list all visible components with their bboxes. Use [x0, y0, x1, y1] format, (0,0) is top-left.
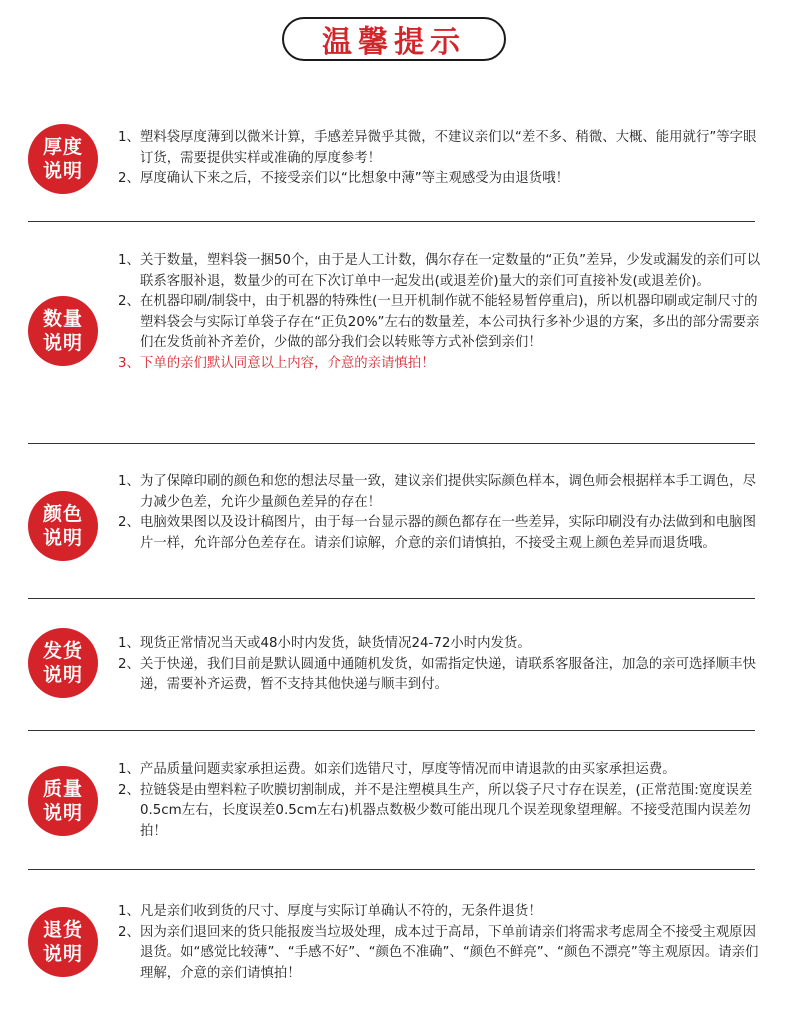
item-text: 凡是亲们收到货的尺寸、厚度与实际订单确认不符的，无条件退货！ [140, 904, 542, 919]
section-badge [28, 124, 98, 194]
section-items [118, 251, 763, 374]
list-item [118, 292, 763, 354]
badge-text: 数量 [42, 308, 83, 330]
badge-text: 说明 [42, 160, 83, 182]
badge-text: 颜色 [42, 503, 83, 525]
list-item [118, 760, 763, 781]
badge-text: 说明 [42, 332, 83, 354]
item-text: 厚度确认下来之后，不接受亲们以“比想象中薄”等主观感受为由退货哦！ [140, 171, 569, 186]
badge-text: 厚度 [42, 136, 83, 158]
item-number: 1、 [118, 130, 140, 145]
badge-text: 质量 [42, 778, 83, 800]
section-items [118, 760, 763, 842]
badge-text: 说明 [42, 527, 83, 549]
section-badge [28, 296, 98, 366]
title-banner [282, 17, 506, 61]
section-badge [28, 628, 98, 698]
item-number: 2、 [118, 515, 140, 530]
section-divider [28, 221, 755, 222]
section-divider [28, 443, 755, 444]
section-items [118, 902, 763, 984]
item-number: 2、 [118, 924, 140, 940]
list-item [118, 169, 763, 190]
list-item [118, 634, 763, 655]
section-divider [28, 598, 755, 599]
item-number: 1、 [118, 253, 140, 268]
list-item [118, 781, 763, 843]
section-divider [28, 730, 755, 731]
section-badge [28, 491, 98, 561]
item-number: 3、 [118, 355, 140, 371]
item-number: 1、 [118, 762, 140, 777]
list-item [118, 902, 763, 923]
section-badge [28, 766, 98, 836]
section-items [118, 634, 763, 696]
item-text: 电脑效果图以及设计稿图片，由于每一台显示器的颜色都存在一些差异，实际印刷没有办法做到和电脑图片一样，允许部分色差存在。请亲们谅解，介意的亲们请慎拍，不接受主观上颜色差异而退货哦。 [140, 515, 756, 551]
list-item [118, 128, 763, 169]
section-divider [28, 869, 755, 870]
section-items [118, 472, 763, 554]
list-item [118, 513, 763, 554]
page-title: 温馨提示 [322, 25, 466, 60]
item-text: 因为亲们退回来的货只能报废当垃圾处理，成本过于高昂，下单前请亲们将需求考虑周全不接受主观原因退货。如“感觉比较薄”、“手感不好”、“颜色不准确”、“颜色不鲜亮”、“颜色不漂亮”等主观原因。请亲们理解，介意的亲们请慎拍！ [140, 924, 759, 981]
list-item [118, 655, 763, 696]
item-text: 塑料袋厚度薄到以微米计算，手感差异微乎其微，不建议亲们以“差不多、稍微、大概、能用就行”等字眼订货，需要提供实样或准确的厚度参考！ [140, 130, 757, 166]
badge-text: 退货 [42, 919, 83, 941]
item-text: 在机器印刷/制袋中，由于机器的特殊性(一旦开机制作就不能轻易暂停重启)，所以机器印刷或定制尺寸的塑料袋会与实际订单袋子存在“正负20%”左右的数量差，本公司执行多补少退的方案，多出的部分需要亲们在发货前补齐差价，少做的部分我们会以转账等方式补偿到亲们！ [140, 294, 760, 350]
badge-text: 说明 [42, 802, 83, 824]
list-item [118, 472, 763, 513]
item-text: 下单的亲们默认同意以上内容，介意的亲请慎拍！ [140, 355, 435, 371]
item-text: 为了保障印刷的颜色和您的想法尽量一致，建议亲们提供实际颜色样本，调色师会根据样本手工调色，尽力减少色差，允许少量颜色差异的存在！ [140, 474, 756, 510]
item-number: 1、 [118, 904, 140, 919]
badge-text: 发货 [42, 640, 83, 662]
item-text: 关于快递，我们目前是默认圆通中通随机发货，如需指定快递，请联系客服备注，加急的亲可选择顺丰快递，需要补齐运费，暂不支持其他快递与顺丰到付。 [140, 656, 756, 692]
item-number: 2、 [118, 656, 140, 672]
item-text: 现货正常情况当天或48小时内发货，缺货情况24-72小时内发货。 [140, 636, 531, 651]
item-number: 1、 [118, 474, 140, 489]
item-text: 产品质量问题卖家承担运费。如亲们选错尺寸，厚度等情况而申请退款的由买家承担运费。 [140, 762, 676, 777]
badge-text: 说明 [42, 664, 83, 686]
section-badge [28, 907, 98, 977]
section-items [118, 128, 763, 190]
item-number: 2、 [118, 294, 140, 309]
item-text: 拉链袋是由塑料粒子吹膜切割制成，并不是注塑模具生产，所以袋子尺寸存在误差，(正常范围:宽度误差0.5cm左右，长度误差0.5cm左右)机器点数极少数可能出现几个误差现象望理解。不接受范围内误差勿拍！ [140, 782, 753, 839]
list-item [118, 354, 763, 375]
item-number: 1、 [118, 636, 140, 651]
item-text: 关于数量，塑料袋一捆50个，由于是人工计数，偶尔存在一定数量的“正负”差异，少发或漏发的亲们可以联系客服补退，数量少的可在下次订单中一起发出(或退差价)量大的亲们可直接补发(或退差价)。 [140, 253, 761, 289]
badge-text: 说明 [42, 943, 83, 965]
list-item [118, 923, 763, 985]
list-item [118, 251, 763, 292]
item-number: 2、 [118, 782, 140, 798]
item-number: 2、 [118, 171, 140, 186]
